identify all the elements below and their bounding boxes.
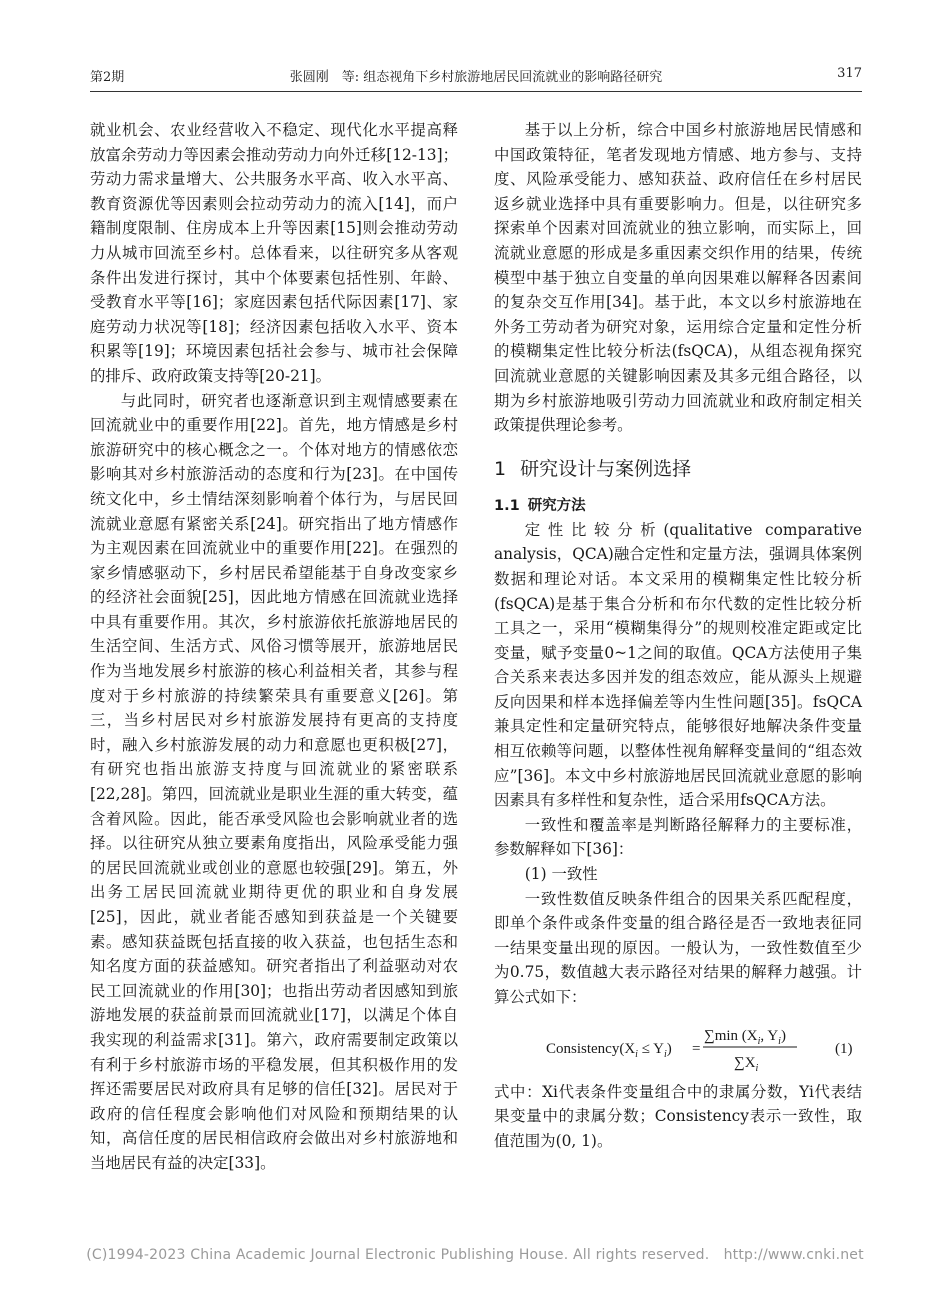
consistency-paragraph: 一致性数值反映条件组合的因果关系匹配程度，即单个条件或条件变量的组合路径是否一致地表征同一结果变量出现的原因。一般认为，一致性数值至少为0.75，数值越大表示路径对结果的解释力越强。计算公式如下： (494, 889, 862, 1006)
left-column (90, 118, 458, 1176)
body-paragraph: 与此同时，研究者也逐渐意识到主观情感要素在回流就业中的重要作用[22]。首先，地方情感是乡村旅游研究中的核心概念之一。个体对地方的情感依恋影响其对乡村旅游活动的态度和行为[23]。在中国传统文化中，乡土情结深刻影响着个体行为，与居民回流就业意愿有紧密关系[24]。研究指出了地方情感作为主观因素在回流就业中的重要作用[22]。在强烈的家乡情感驱动下，乡村居民希望能基于自身改变家乡的经济社会面貌[25]，因此地方情感在回流就业选择中具有重要作用。其次，乡村旅游依托旅游地居民的生活空间、生活方式、风俗习惯等展开，旅游地居民作为当地发展乡村旅游的核心利益相关者，其参与程度对于乡村旅游的持续繁荣具有重要意义[26]。第三，当乡村居民对乡村旅游发展持有更高的支持度时，融入乡村旅游发展的动力和意愿也更积极[27]，有研究也指出旅游支持度与回流就业的紧密联系[22,28]。第四，回流就业是职业生涯的重大转变，蕴含着风险。因此，能否承受风险也会影响就业者的选择。以往研究从独立要素角度指出，风险承受能力强的居民回流就业或创业的意愿也较强[29]。第五，外出务工居民回流就业期待更优的职业和自身发展[25]，因此，就业者能否感知到获益是一个关键要素。感知获益既包括直接的收入获益，也包括生态和知名度方面的获益感知。研究者指出了利益驱动对农民工回流就业的作用[30]；也指出劳动者因感知到旅游地发展的获益前景而回流就业[17]，以满足个体自我实现的利益需求[31]。第六，政府需要制定政策以有利于乡村旅游市场的平稳发展，但其积极作用的发挥还需要居民对政府具有足够的信任[32]。居民对于政府的信任程度会影响他们对风险和预期结果的认知，高信任度的居民相信政府会做出对乡村旅游地和当地居民有益的决定[33]。 (90, 391, 458, 1172)
issue-label: 第2期 (90, 70, 125, 85)
page-number: 317 (837, 66, 862, 81)
item-label: (1) 一致性 (524, 865, 598, 884)
section-number: 1 (494, 457, 507, 480)
formula-graphic (494, 1012, 862, 1078)
running-header (90, 62, 862, 86)
copyright-footer: (C)1994-2023 China Academic Journal Electronic Publishing House. All rights reserved. http://www.cnki.net (86, 1247, 864, 1263)
body-paragraph: 就业机会、农业经营收入不稳定、现代化水平提高释放富余劳动力等因素会推动劳动力向外迁移[12-13]；劳动力需求量增大、公共服务水平高、收入水平高、教育资源优等因素则会拉动劳动力的流入[14]，而户籍制度限制、住房成本上升等因素[15]则会推动劳动力从城市回流至乡村。总体看来，以往研究多从客观条件出发进行探讨，其中个体要素包括性别、年龄、受教育水平等[16]；家庭因素包括代际因素[17]、家庭劳动力状况等[18]；经济因素包括收入水平、资本积累等[19]；环境因素包括社会参与、城市社会保障的排斥、政府政策支持等[20-21]。 (90, 121, 458, 385)
method-paragraph: 定性比较分析(qualitative comparative analysis，QCA)融合定性和定量方法，强调具体案例数据和理论对话。本文采用的模糊集定性比较分析(fsQCA)是基于集合分析和布尔代数的定性比较分析工具之一，采用“模糊集得分”的规则校准定距或定比变量，赋予变量0~1之间的取值。QCA方法使用子集合关系来表达多因并发的组态效应，能从源头上规避反向因果和样本选择偏差等内生性问题[35]。fsQCA兼具定性和定量研究特点，能够很好地解决条件变量相互依赖等问题，以整体性视角解释变量间的“组态效应”[36]。本文中乡村旅游地居民回流就业意愿的影响因素具有多样性和复杂性，适合采用fsQCA方法。 (494, 520, 862, 810)
header-rule (90, 91, 862, 92)
running-title: 张圆刚 等: 组态视角下乡村旅游地居民回流就业的影响路径研究 (289, 70, 663, 85)
formula-denominator: $\sum X_i$ (734, 1054, 759, 1074)
consistency-formula (494, 1012, 862, 1078)
subsection-title: 研究方法 (527, 497, 586, 514)
formula-lhs: $Consistency(X_i \le Y_i)$ (546, 1040, 672, 1060)
formula-explanation: 式中：Xi代表条件变量组合中的隶属分数，Yi代表结果变量中的隶属分数；Consistency表示一致性，取值范围为(0, 1)。 (494, 1082, 862, 1150)
formula-equals: = (692, 1040, 701, 1057)
section-title: 研究设计与案例选择 (520, 457, 692, 480)
section-heading (494, 456, 862, 482)
equation-number: (1) (835, 1040, 853, 1057)
subsection-heading (494, 494, 862, 518)
method-paragraph: 一致性和覆盖率是判断路径解释力的主要标准，参数解释如下[36]： (494, 815, 862, 859)
intro-paragraph: 基于以上分析，综合中国乡村旅游地居民情感和中国政策特征，笔者发现地方情感、地方参与、支持度、风险承受能力、感知获益、政府信任在乡村居民返乡就业选择中具有重要影响力。但是，以往研究多探索单个因素对回流就业的独立影响，而实际上，回流就业意愿的形成是多重因素交织作用的结果，传统模型中基于独立自变量的单向因果难以解释各因素间的复杂交互作用[34]。基于此，本文以乡村旅游地在外务工劳动者为研究对象，运用综合定量和定性分析的模糊集定性比较分析法(fsQCA)，从组态视角探究回流就业意愿的关键影响因素及其多元组合路径，以期为乡村旅游地吸引劳动力回流就业和政府制定相关政策提供理论参考。 (494, 121, 862, 435)
subsection-number: 1.1 (494, 497, 520, 514)
right-column (494, 118, 862, 1153)
formula-numerator: ∑min ($X_i$, $Y_i$) (704, 1027, 786, 1047)
